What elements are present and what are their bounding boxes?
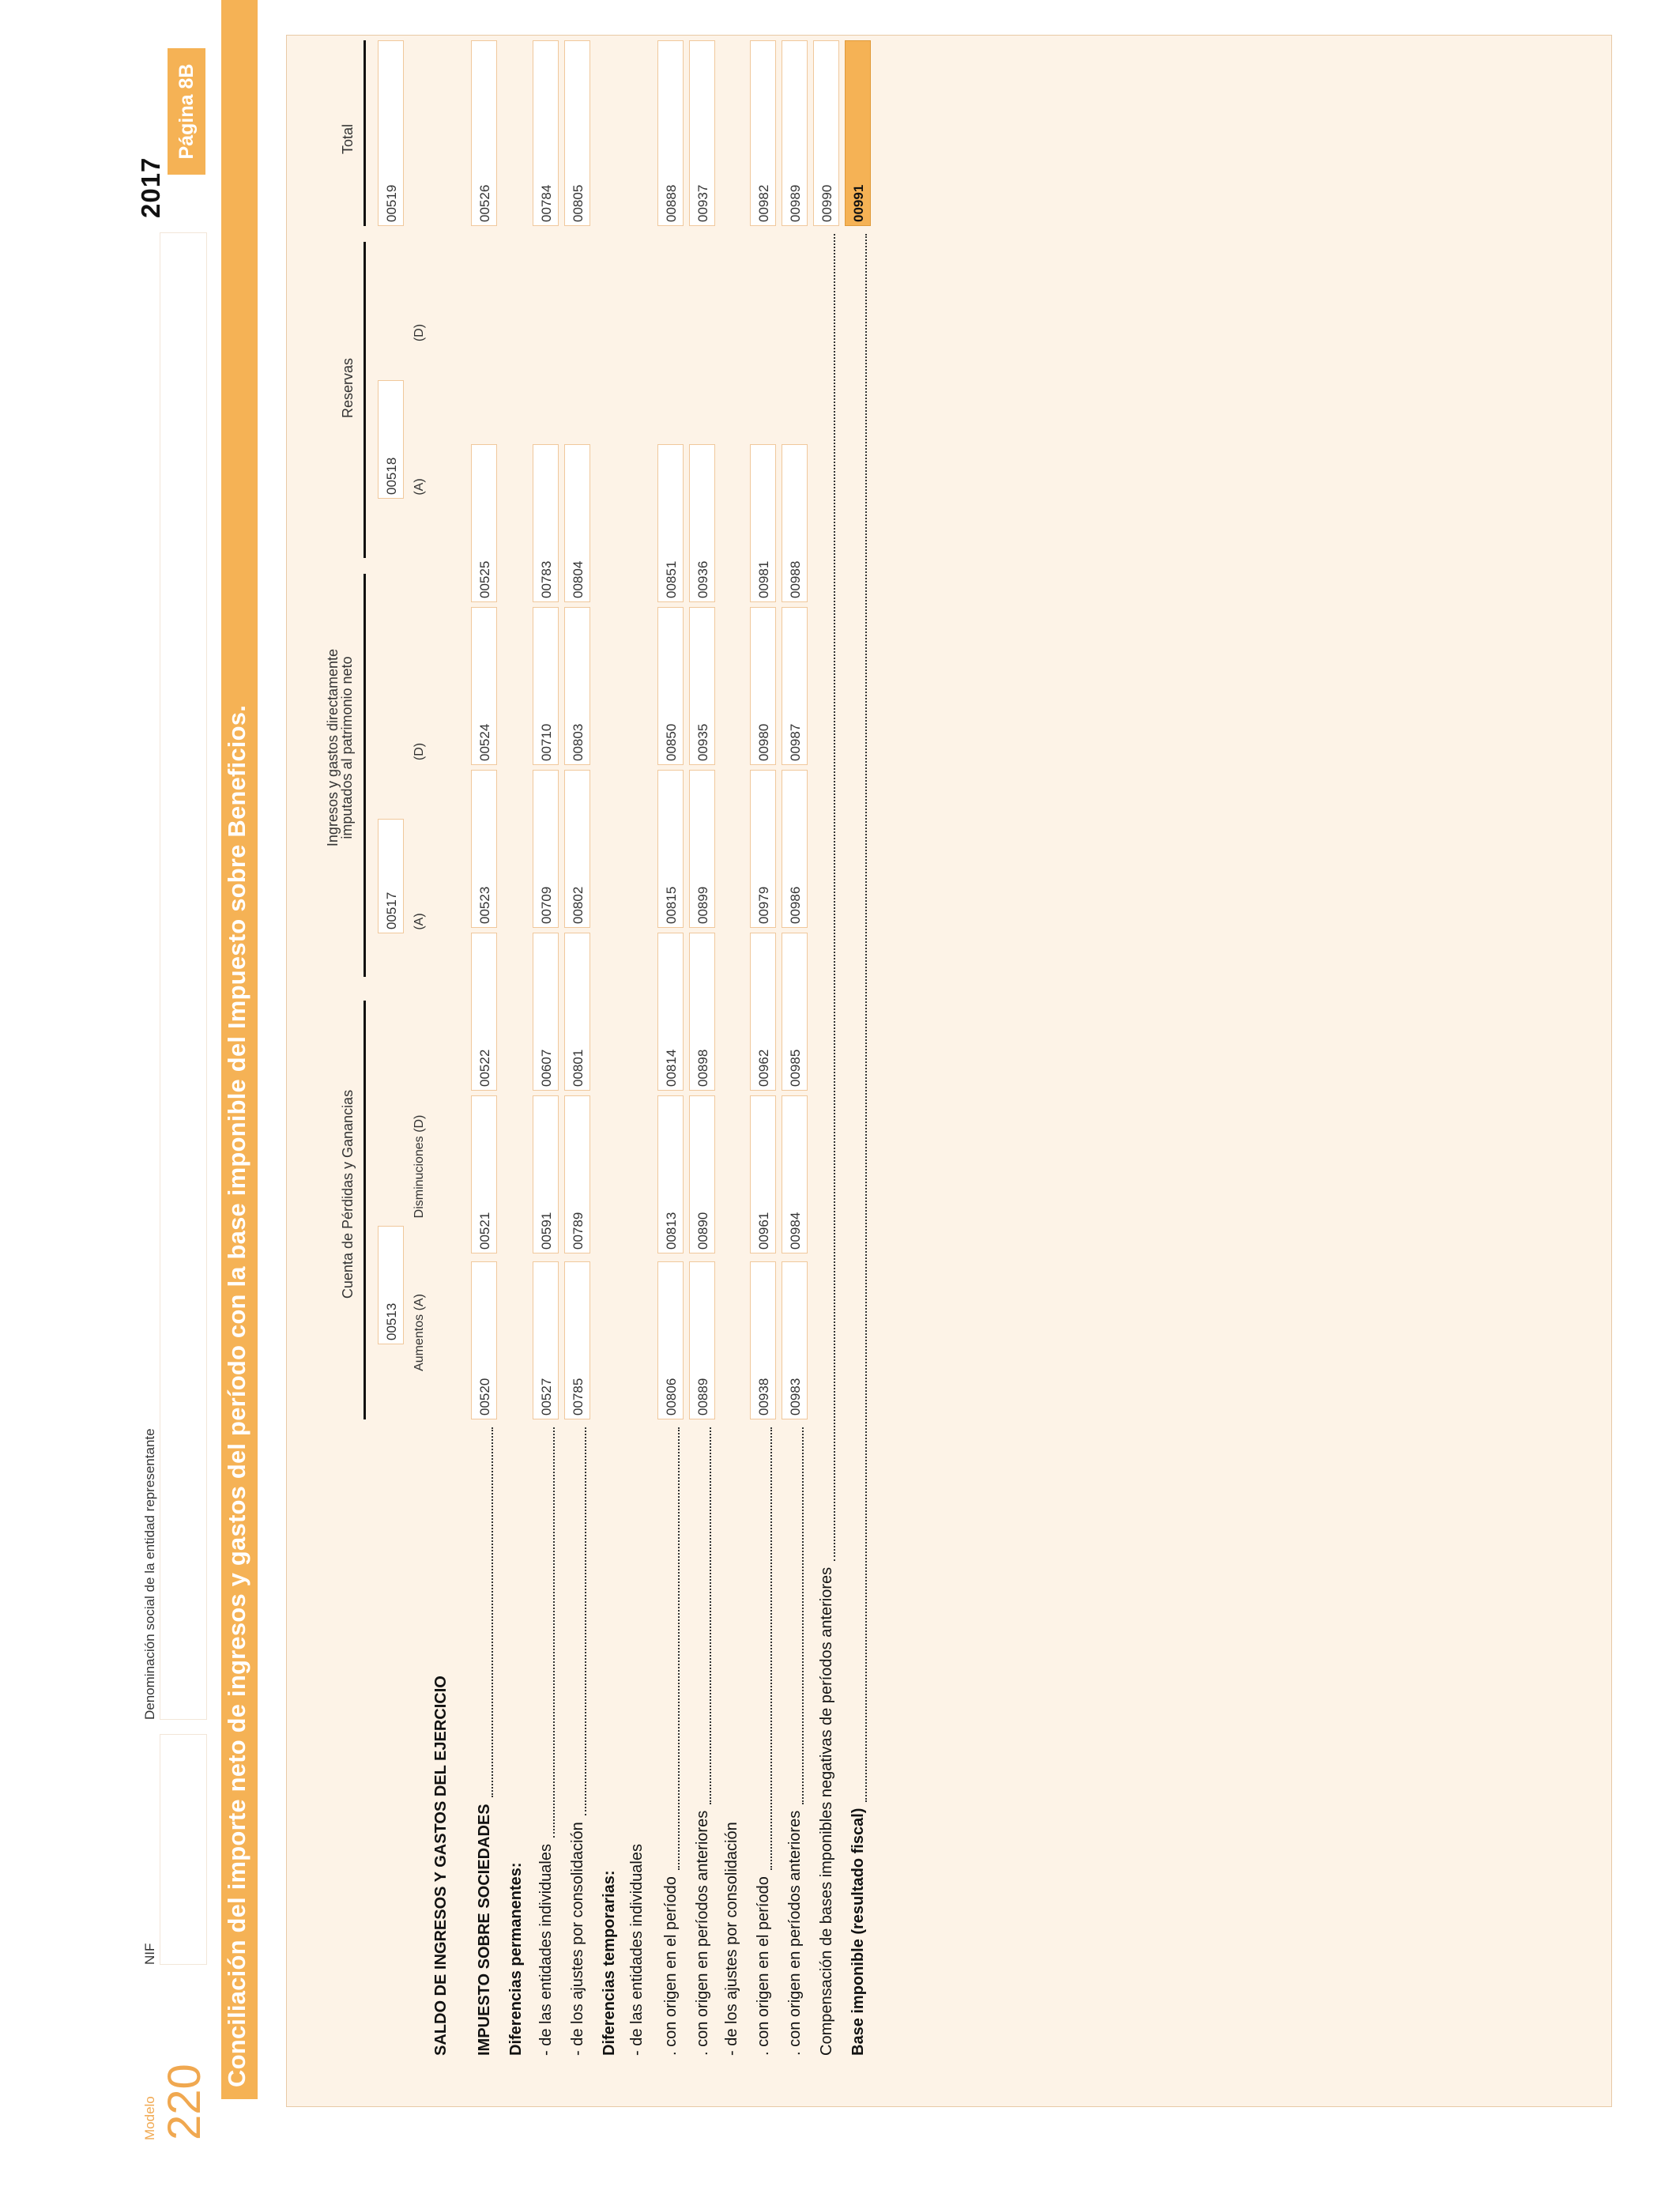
field-code: 00709 bbox=[539, 886, 554, 924]
leader-dots bbox=[710, 1427, 711, 1804]
row-label: . con origen en el período bbox=[755, 1876, 772, 2056]
col-head-pyg: Cuenta de Pérdidas y Ganancias bbox=[340, 1089, 356, 1299]
field-code: 00889 bbox=[695, 1378, 710, 1416]
leader-dots bbox=[492, 1427, 493, 1797]
row-field[interactable] bbox=[689, 607, 715, 765]
pagina-badge: Página 8B bbox=[168, 48, 205, 175]
page-title: Conciliación del importe neto de ingresos y gastos del período con la base imponible del Impuesto sobre Beneficios. bbox=[223, 704, 250, 2087]
row-field[interactable] bbox=[564, 607, 590, 765]
row-field[interactable] bbox=[564, 770, 590, 928]
field-code: 00898 bbox=[695, 1049, 710, 1087]
field-code: 00983 bbox=[788, 1378, 803, 1416]
row-field[interactable] bbox=[750, 933, 776, 1091]
row-field[interactable] bbox=[471, 444, 497, 602]
rule-ingresos bbox=[363, 574, 366, 977]
row-field[interactable] bbox=[564, 444, 590, 602]
row-field[interactable] bbox=[689, 770, 715, 928]
field-code: 00526 bbox=[477, 184, 492, 222]
row-field[interactable] bbox=[471, 933, 497, 1091]
field-code: 00802 bbox=[571, 886, 586, 924]
field-code: 00591 bbox=[539, 1212, 554, 1250]
row-field[interactable] bbox=[657, 770, 684, 928]
row-field-total[interactable] bbox=[845, 40, 871, 226]
field-code: 00784 bbox=[539, 184, 554, 222]
row-field[interactable] bbox=[689, 1261, 715, 1419]
field-code: 00936 bbox=[695, 560, 710, 598]
row-label: . con origen en períodos anteriores bbox=[694, 1810, 711, 2056]
row-field[interactable] bbox=[657, 933, 684, 1091]
field-code: 00851 bbox=[664, 560, 679, 598]
row-field[interactable] bbox=[782, 933, 808, 1091]
row-field[interactable] bbox=[657, 1095, 684, 1253]
col-head-total: Total bbox=[340, 123, 356, 155]
sub-a-reservas: (A) bbox=[412, 478, 426, 496]
field-code: 00524 bbox=[477, 723, 492, 761]
field-code: 00813 bbox=[664, 1212, 679, 1250]
field-code: 00980 bbox=[756, 723, 771, 761]
field-code: 00981 bbox=[756, 560, 771, 598]
row-label: - de los ajustes por consolidación bbox=[723, 1822, 740, 2056]
sub-aumentos: Aumentos (A) bbox=[412, 1294, 426, 1371]
row-field[interactable] bbox=[782, 444, 808, 602]
row-field-total[interactable] bbox=[813, 40, 839, 226]
row-label: - de los ajustes por consolidación bbox=[569, 1822, 586, 2056]
row-field[interactable] bbox=[533, 1095, 559, 1253]
field-code: 00783 bbox=[539, 560, 554, 598]
field-code: 00805 bbox=[571, 184, 586, 222]
row-label: . con origen en períodos anteriores bbox=[786, 1810, 804, 2056]
field-code: 00522 bbox=[477, 1049, 492, 1087]
modelo-label: Modelo bbox=[142, 2096, 157, 2140]
row-field[interactable] bbox=[533, 40, 559, 226]
row-field[interactable] bbox=[782, 1261, 808, 1419]
field-code: 00991 bbox=[851, 184, 866, 222]
field-code: 00801 bbox=[571, 1049, 586, 1087]
field-code: 00521 bbox=[477, 1212, 492, 1250]
nif-field[interactable] bbox=[160, 1734, 207, 1965]
leader-dots bbox=[802, 1427, 804, 1804]
row-field[interactable] bbox=[750, 770, 776, 928]
row-field[interactable] bbox=[471, 1095, 497, 1253]
field-code: 00525 bbox=[477, 560, 492, 598]
field-code: 00962 bbox=[756, 1049, 771, 1087]
row-field[interactable] bbox=[750, 444, 776, 602]
rule-reservas bbox=[363, 242, 366, 558]
col-head-reservas: Reservas bbox=[340, 357, 356, 419]
field-code: 00938 bbox=[756, 1378, 771, 1416]
header-box-total[interactable]: 00519 bbox=[378, 40, 404, 226]
row-field[interactable] bbox=[471, 607, 497, 765]
field-code: 00803 bbox=[571, 723, 586, 761]
row-field[interactable] bbox=[533, 607, 559, 765]
header-box-reservas[interactable]: 00518 bbox=[378, 380, 404, 499]
row-field[interactable] bbox=[782, 770, 808, 928]
row-field[interactable] bbox=[750, 1095, 776, 1253]
field-code: 00785 bbox=[571, 1378, 586, 1416]
field-code: 00982 bbox=[756, 184, 771, 222]
field-code: 00990 bbox=[819, 184, 834, 222]
row-label: - de las entidades individuales bbox=[628, 1844, 646, 2056]
field-code: 00815 bbox=[664, 886, 679, 924]
field-code: 00937 bbox=[695, 184, 710, 222]
leader-dots bbox=[770, 1427, 772, 1870]
modelo-number: 220 bbox=[159, 2064, 210, 2140]
sub-d-ingresos: (D) bbox=[412, 742, 426, 761]
field-code: 00961 bbox=[756, 1212, 771, 1250]
leader-dots bbox=[678, 1427, 680, 1870]
nif-label: NIF bbox=[142, 1943, 157, 1965]
row-label: SALDO DE INGRESOS Y GASTOS DEL EJERCICIO bbox=[432, 1676, 450, 2056]
row-field[interactable] bbox=[657, 40, 684, 226]
field-code: 00804 bbox=[571, 560, 586, 598]
leader-dots bbox=[553, 1427, 555, 1838]
row-field[interactable] bbox=[689, 444, 715, 602]
row-field[interactable] bbox=[471, 770, 497, 928]
row-label: Diferencias permanentes: bbox=[507, 1862, 525, 2056]
field-code: 00988 bbox=[788, 560, 803, 598]
field-code: 00987 bbox=[788, 723, 803, 761]
sub-d-reservas: (D) bbox=[412, 323, 426, 342]
row-label: IMPUESTO SOBRE SOCIEDADES bbox=[476, 1804, 493, 2056]
header-box-pyg[interactable]: 00513 bbox=[378, 1226, 404, 1344]
field-code: 00710 bbox=[539, 723, 554, 761]
row-field[interactable] bbox=[657, 1261, 684, 1419]
denominacion-field[interactable] bbox=[160, 232, 207, 1720]
row-label: Base imponible (resultado fiscal) bbox=[849, 1808, 867, 2056]
row-field[interactable] bbox=[564, 933, 590, 1091]
row-field[interactable] bbox=[564, 1261, 590, 1419]
row-field[interactable] bbox=[782, 40, 808, 226]
field-code: 00890 bbox=[695, 1212, 710, 1250]
field-code: 00523 bbox=[477, 886, 492, 924]
row-field[interactable] bbox=[782, 1095, 808, 1253]
leader-dots bbox=[585, 1427, 586, 1815]
row-field[interactable] bbox=[750, 1261, 776, 1419]
row-label: Compensación de bases imponibles negativas de períodos anteriores bbox=[818, 1566, 835, 2056]
field-code: 00986 bbox=[788, 886, 803, 924]
row-field[interactable] bbox=[782, 607, 808, 765]
row-field[interactable] bbox=[750, 40, 776, 226]
sub-disminuciones: Disminuciones (D) bbox=[412, 1114, 426, 1219]
field-code: 00935 bbox=[695, 723, 710, 761]
field-code: 00789 bbox=[571, 1212, 586, 1250]
col-head-ingresos bbox=[326, 605, 354, 890]
field-code: 00888 bbox=[664, 184, 679, 222]
leader-dots bbox=[865, 234, 867, 1802]
row-label: Diferencias temporarias: bbox=[601, 1870, 618, 2056]
rule-total bbox=[363, 40, 366, 226]
field-code: 00527 bbox=[539, 1378, 554, 1416]
leader-dots bbox=[834, 234, 835, 1561]
row-field[interactable] bbox=[533, 444, 559, 602]
row-field[interactable] bbox=[657, 444, 684, 602]
col-head-ingresos-line1: Ingresos y gastos directamente bbox=[325, 648, 341, 847]
field-code: 00989 bbox=[788, 184, 803, 222]
row-field[interactable] bbox=[689, 40, 715, 226]
field-code: 00984 bbox=[788, 1212, 803, 1250]
row-field[interactable] bbox=[750, 607, 776, 765]
row-field[interactable] bbox=[471, 40, 497, 226]
row-field[interactable] bbox=[689, 1095, 715, 1253]
year: 2017 bbox=[136, 156, 165, 218]
rule-pyg bbox=[363, 1001, 366, 1419]
row-field[interactable] bbox=[689, 933, 715, 1091]
header-box-ingresos[interactable]: 00517 bbox=[378, 819, 404, 933]
row-field[interactable] bbox=[564, 1095, 590, 1253]
row-field[interactable] bbox=[533, 1261, 559, 1419]
field-code: 00985 bbox=[788, 1049, 803, 1087]
field-code: 00520 bbox=[477, 1378, 492, 1416]
field-code: 00850 bbox=[664, 723, 679, 761]
sub-a-ingresos: (A) bbox=[412, 913, 426, 930]
field-code: 00979 bbox=[756, 886, 771, 924]
field-code: 00814 bbox=[664, 1049, 679, 1087]
row-field[interactable] bbox=[533, 933, 559, 1091]
row-label: . con origen en el período bbox=[662, 1876, 680, 2056]
row-field[interactable] bbox=[564, 40, 590, 226]
row-label: - de las entidades individuales bbox=[537, 1844, 555, 2056]
field-code: 00806 bbox=[664, 1378, 679, 1416]
col-head-ingresos-line2: imputados al patrimonio neto bbox=[339, 656, 355, 839]
row-field[interactable] bbox=[657, 607, 684, 765]
row-field[interactable] bbox=[533, 770, 559, 928]
field-code: 00607 bbox=[539, 1049, 554, 1087]
field-code: 00899 bbox=[695, 886, 710, 924]
denominacion-label: Denominación social de la entidad representante bbox=[142, 1428, 157, 1720]
row-field[interactable] bbox=[471, 1261, 497, 1419]
